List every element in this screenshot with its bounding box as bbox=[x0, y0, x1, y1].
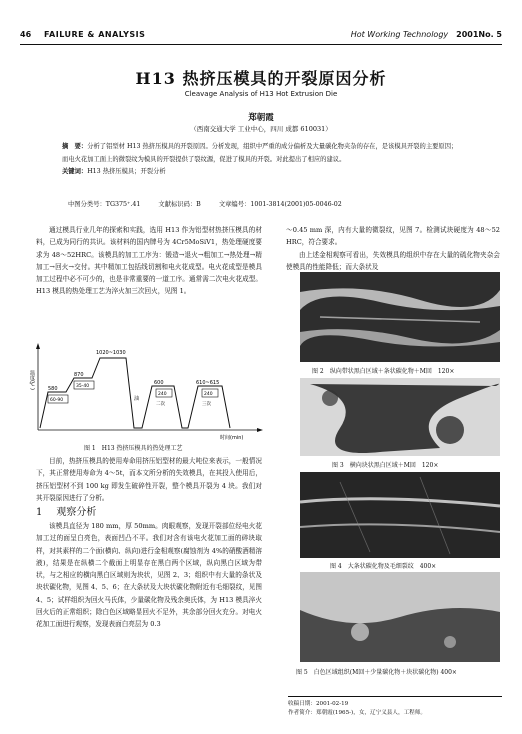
fig3-image bbox=[300, 378, 500, 456]
step4-time: 240 bbox=[204, 392, 213, 397]
step3-cycle: 二次 bbox=[156, 402, 165, 407]
received-date: 收稿日期：2001-02-19 bbox=[288, 701, 349, 707]
micrograph-fig3 bbox=[300, 378, 500, 456]
journal-section: FAILURE & ANALYSIS bbox=[44, 30, 146, 39]
left-column-para2 bbox=[36, 455, 262, 504]
document-code: 文献标识码：B bbox=[158, 201, 201, 208]
step4-temp: 610~615 bbox=[196, 380, 220, 386]
y-axis-label: 温度(℃) bbox=[29, 370, 35, 390]
fig5-image bbox=[300, 572, 500, 662]
author-affiliation: （西南交通大学 工业中心，四川 成都 610031） bbox=[190, 125, 332, 133]
fig4-caption: 图 4 大条状碳化物及毛细裂纹 400× bbox=[330, 563, 437, 570]
abstract-label: 摘 要： bbox=[62, 143, 88, 150]
fig2-caption: 图 2 纵向带状黑白区域＋条状碳化物＋M回 120× bbox=[312, 368, 455, 375]
step1-temp: 580 bbox=[48, 386, 58, 392]
step2-temp: 870 bbox=[74, 372, 84, 378]
right-paragraph-2: 由上述金相观察可看出，失效模具的组织中存在大量的硫化物夹杂会使模具的性能降低；而大条状及 bbox=[286, 250, 500, 271]
abstract-text: 分析了铝型材 H13 热挤压模具的开裂原因。分析发现，组织中严重的成分偏析及大量碳化物夹杂的存在，是该模具开裂的主要原因；而电火花加工面上的微裂纹为模具的开裂提供了裂纹源，促进了模具的开裂。对此提出了相应的建议。 bbox=[62, 143, 458, 163]
abstract bbox=[62, 141, 462, 179]
figure-1-heat-treatment bbox=[30, 340, 266, 442]
step3-time: 240 bbox=[158, 392, 167, 397]
right-paragraph-1: ～0.45 mm 深，内有大量的微裂纹，见图 7。检测试块硬度为 48～52 HRC，符合要求。 bbox=[286, 226, 500, 247]
step2-time: 35-40 bbox=[76, 384, 90, 389]
clc-number: 中图分类号：TG375⁺.41 bbox=[68, 201, 141, 208]
page-number: 46 bbox=[20, 30, 32, 39]
micrograph-fig5 bbox=[300, 572, 500, 662]
fig4-image bbox=[300, 472, 500, 558]
left-column-intro bbox=[36, 224, 262, 298]
section-heading bbox=[36, 503, 110, 518]
fig5-caption: 图 5 白色区域组织(M回＋少量碳化物＋块状碳化物) 400× bbox=[296, 669, 457, 676]
heat-treatment-diagram bbox=[30, 340, 266, 442]
section-title: 观察分析 bbox=[56, 507, 97, 518]
step4-cycle: 三次 bbox=[202, 402, 211, 407]
right-column-text bbox=[286, 224, 500, 273]
paper-title: H13 热挤压模具的开裂原因分析 bbox=[135, 69, 387, 88]
classification-line bbox=[68, 199, 358, 208]
service-life-paragraph: 目前，热挤压模具的使用寿命用挤压铝型材的最大吨位来表示，一般情况下，其正常使用寿命为 4～5t，而本文所分析的失效模具，在其投入使用后，挤压铝型材不到 100 kg 即发生破碎性开裂，整个模具开裂为 4 块。我们对其开裂原因进行了分析。 bbox=[36, 457, 262, 502]
article-id: 文章编号：1001-3814(2001)05-0046-02 bbox=[218, 201, 342, 208]
y-axis-arrow bbox=[36, 343, 40, 349]
observation-paragraph: 该模具直径为 180 mm，厚 50mm。肉眼观察，发现开裂部位经电火花加工过的面呈白亮色，表面凹凸不平。我们对含有该电火花加工面的碎块取样，对其素样的二个面(横向、纵向)进行金相观察(腐蚀剂为 4%的硝酸酒精溶液)，结果是在纵横二个截面上明显存在黑白两个区域，纵向黑白区域为带状，与之相应的横向黑白区域则为块状，见图 2、3；组织中有大量的条状及块状碳化物，见图 4、5、6；在大条状及大块状碳化物附近有毛细裂纹，见图 4、5；试样组织为回火马氏体，少量碳化物及残余奥氏体，为 H13 模具淬火回火后的正常组织；除白色区域略显回火不足外，其余部分回火充分。对电火花加工面进行观察，发现表面白亮层为 0.3 bbox=[36, 522, 262, 629]
left-column-para3 bbox=[36, 520, 262, 631]
x-axis-label: 时间(min) bbox=[220, 435, 244, 441]
figure-1-caption: 图 1 H13 热挤压模具的热处理工艺 bbox=[84, 445, 183, 452]
author-name: 郑朝霞 bbox=[248, 113, 274, 123]
intro-paragraph: 通过模具行业几年的探索和实践，选用 H13 作为铝型材热挤压模具的材料，已成为同行的共识。该材料的国内牌号为 4Cr5MoSiV1，热处理硬度要求为 48～52HRC。该模具的加工工序为：锻造→退火→粗加工→热处理→精加工→回火→交付。其中精加工包括线切割和电火花成型。电火花成型是模具加工过程中必不可少的，也是非常重要的一道工序。通常需二次电火花成型。H13 模具的热处理工艺为淬火加三次回火，见图 1。 bbox=[36, 226, 262, 296]
running-header bbox=[20, 30, 502, 45]
section-number: 1 bbox=[36, 507, 43, 518]
step3-temp: 600 bbox=[154, 380, 164, 386]
journal-name: Hot Working Technology 2001No. 5 bbox=[350, 30, 502, 39]
quench-temp-label: 1020~1030 bbox=[96, 350, 126, 356]
paper-english-title: Cleavage Analysis of H13 Hot Extrusion Die bbox=[184, 90, 338, 98]
keywords-text: H13 热挤压模具；开裂分析 bbox=[87, 168, 166, 175]
fig3-caption: 图 3 横向块状黑白区域＋M回 120× bbox=[332, 462, 439, 469]
oil-label: 油 bbox=[134, 396, 140, 402]
author-bio: 作者简介：郑朝霞(1965-)，女，辽宁义县人，工程师。 bbox=[288, 710, 426, 716]
x-axis-arrow bbox=[257, 428, 263, 432]
step1-time: 60-90 bbox=[50, 398, 64, 403]
micrograph-fig4 bbox=[300, 472, 500, 558]
footnote bbox=[288, 696, 502, 718]
issue-number: 2001No. 5 bbox=[456, 30, 502, 39]
process-curve bbox=[40, 358, 230, 428]
micrograph-fig2 bbox=[300, 272, 500, 362]
fig2-image bbox=[300, 272, 500, 362]
keywords-label: 关键词： bbox=[62, 168, 88, 175]
